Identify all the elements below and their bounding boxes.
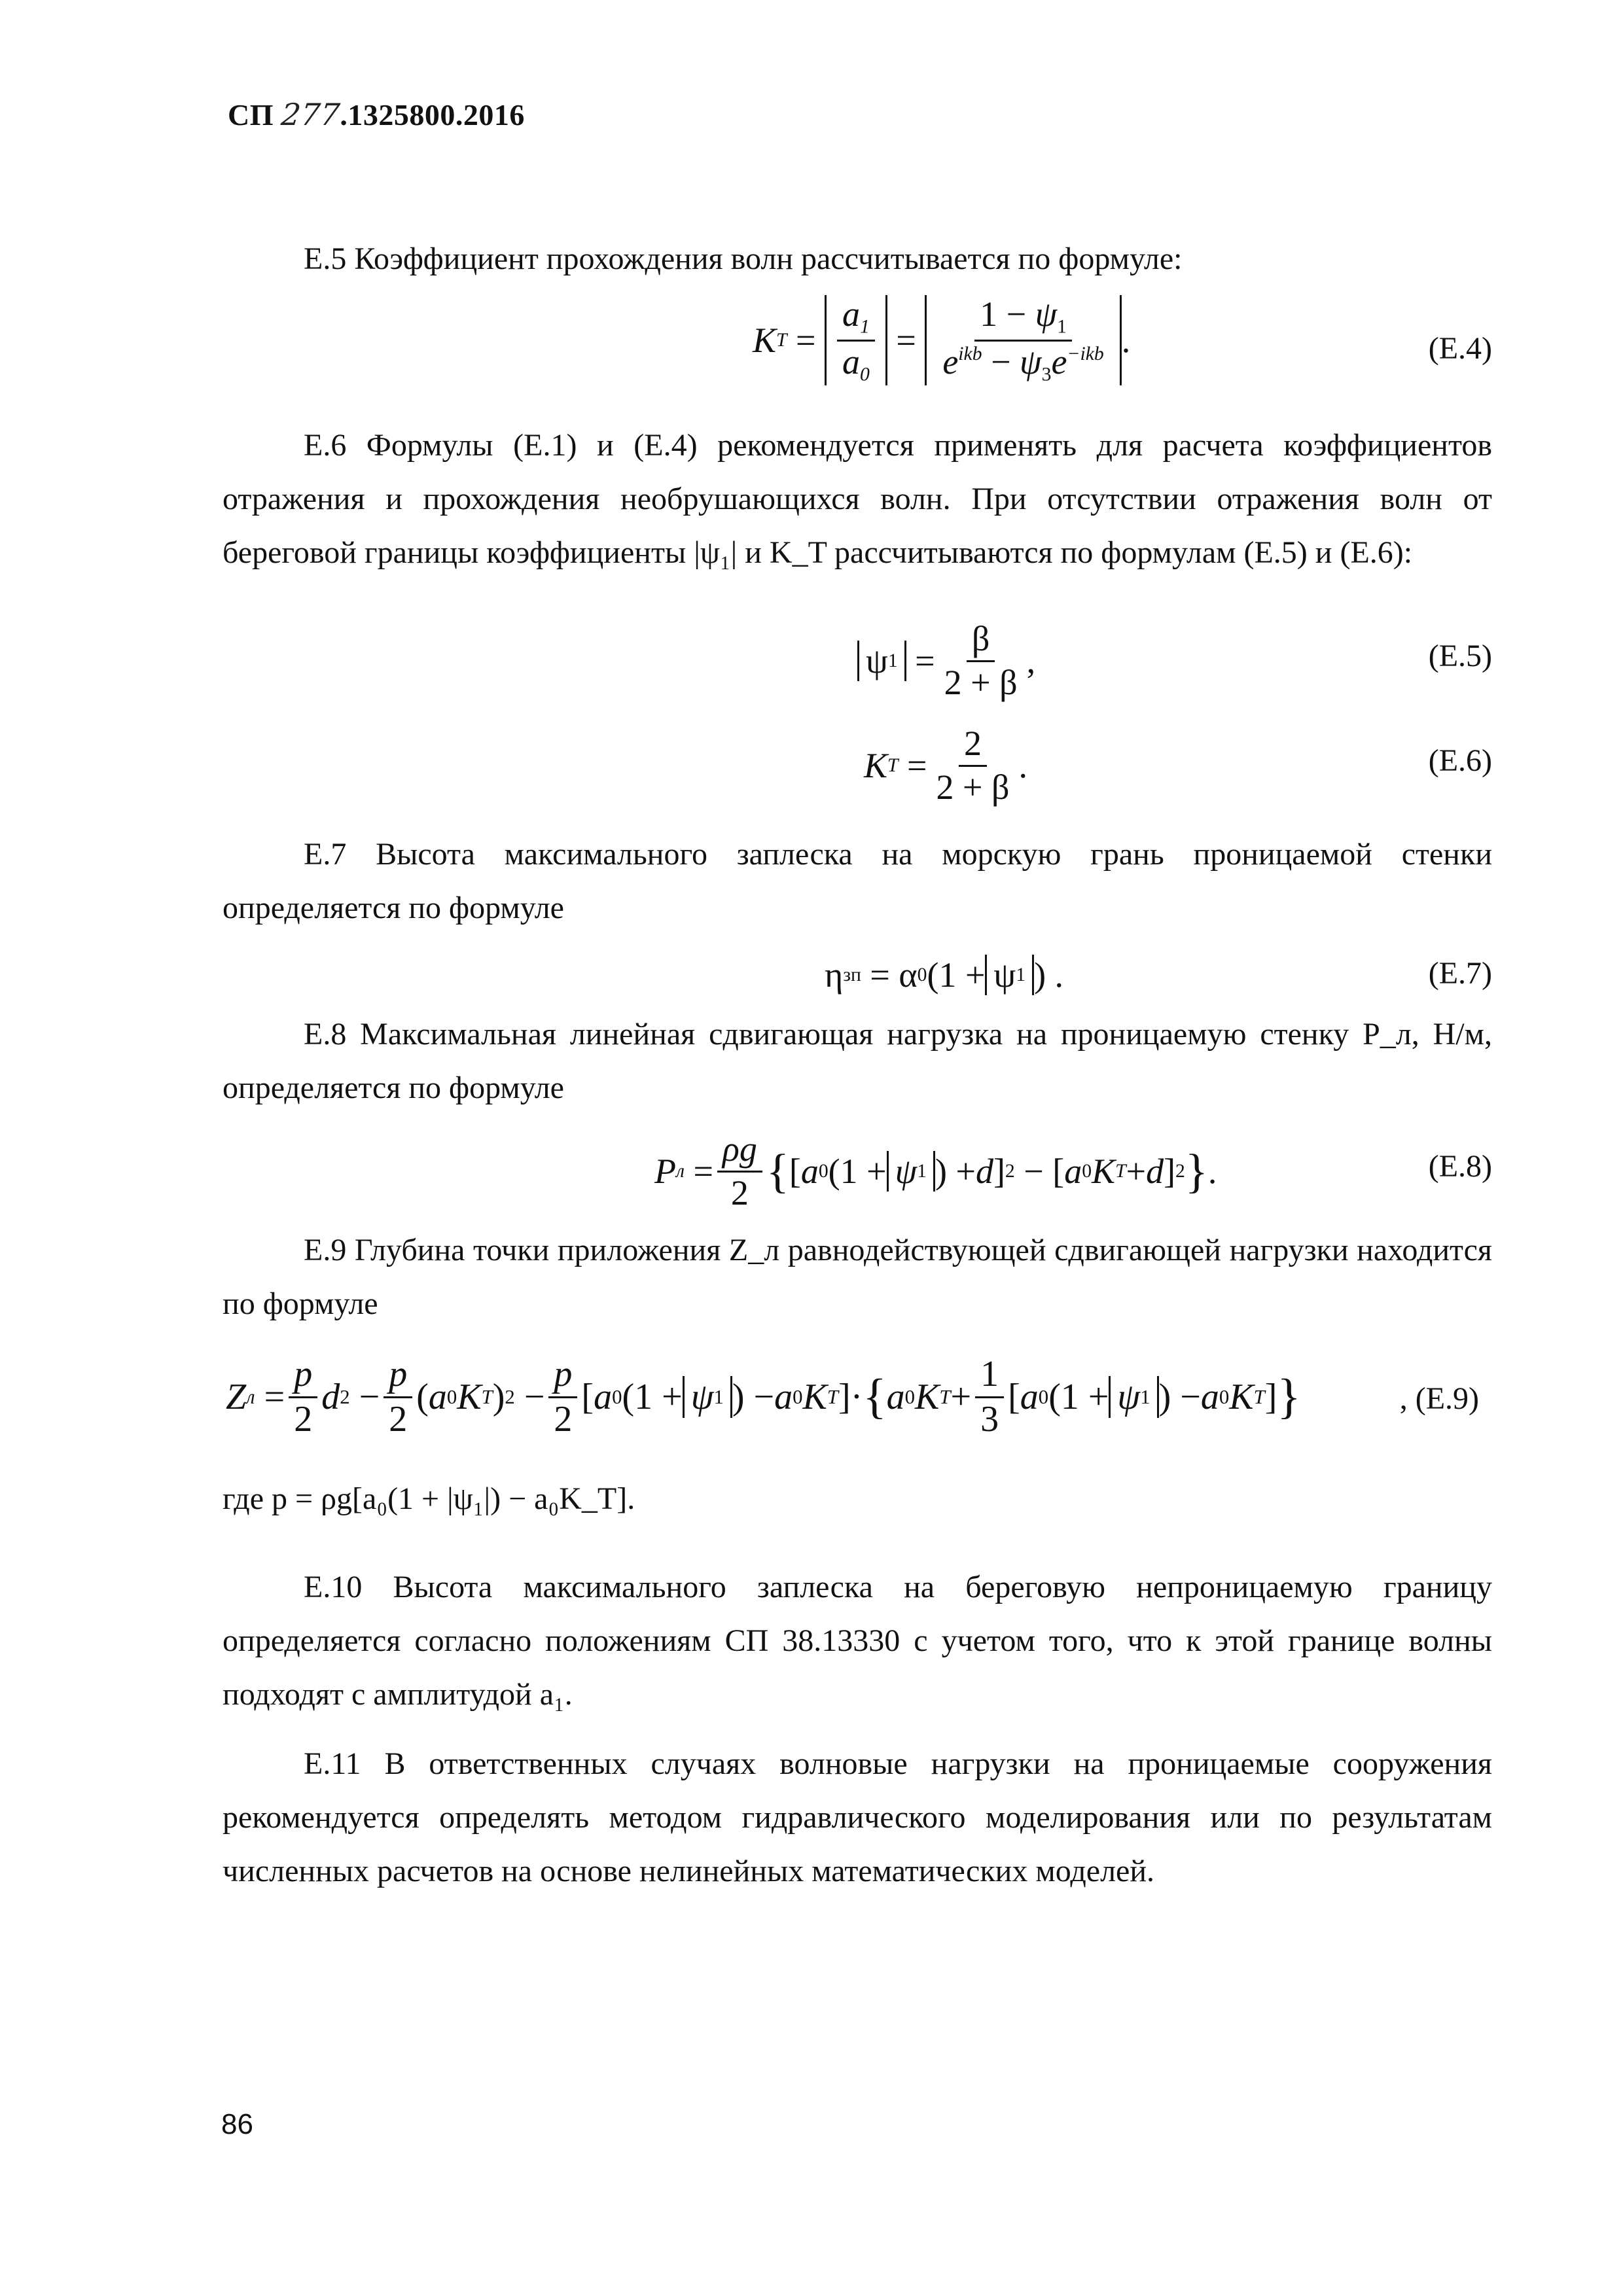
paragraph-e6 [223, 419, 1492, 580]
code-prefix: СП [228, 98, 281, 132]
paragraph-e9-text: Е.9 Глубина точки приложения Z_л равнодействующей сдвигающей нагрузки находится по формуле [223, 1233, 1492, 1321]
paragraph-e6-text: Е.6 Формулы (Е.1) и (Е.4) рекомендуется применять для расчета коэффициентов отражения и прохождения необрушающихся волн. При отсутствии отражения волн от береговой границы коэффициенты |ψ₁| и K_T рассчитываются по формулам (Е.5) и (Е.6): [223, 428, 1492, 570]
paragraph-e8 [223, 1008, 1492, 1115]
paragraph-e10-text: Е.10 Высота максимального заплеска на береговую непроницаемую границу определяется согласно положениям СП 38.13330 с учетом того, что к этой границе волны подходят с амплитудой a₁. [223, 1570, 1492, 1712]
equation-e4: K T = $\frac{a_1}{a_0}$ = $\frac{1 - \psi_1}{e^{ikb} - \psi_3e^{-ikb}}$ . [753, 294, 1131, 385]
page-number: 86 [221, 2108, 253, 2140]
equation-e5: ψ 1 = $\frac{\beta}{2 + \beta}$ , [857, 612, 1035, 710]
equation-number-e8: (Е.8) [1428, 1149, 1492, 1184]
paragraph-e9 [223, 1224, 1492, 1331]
paragraph-e8-text: Е.8 Максимальная линейная сдвигающая нагрузка на проницаемую стенку P_л, Н/м, определяется по формуле [223, 1017, 1492, 1105]
equation-number-e4: (Е.4) [1428, 331, 1492, 366]
equation-e7: η зп = α 0 (1 + ψ 1 ) . [825, 955, 1064, 995]
equation-e9: Z л = $\frac{p}{2}$ d 2 − $\frac{p}{2}$ ( a 0 K T ) 2 − $\frac{p}{2}$ [ a 0 (1 + ψ 1 ) − a 0 K T ]· { a 0 K T + $\frac{1}{3}$ [ a 0 (1 + ψ 1 ) − a 0 K T ] } [226, 1353, 1301, 1439]
where-text: где p = ρg[a₀(1 + |ψ₁|) − a₀K_T]. [223, 1481, 635, 1516]
paragraph-e5-text: Е.5 Коэффициент прохождения волн рассчитывается по формуле: [304, 241, 1183, 276]
paragraph-e7 [223, 828, 1492, 935]
equation-number-e5: (Е.5) [1428, 639, 1492, 673]
paragraph-e7-text: Е.7 Высота максимального заплеска на морскую грань проницаемой стенки определяется по формуле [223, 837, 1492, 925]
paragraph-e5 [223, 232, 1492, 286]
code-suffix: .1325800.2016 [340, 98, 525, 132]
handwritten-number: 277 [279, 97, 342, 132]
document-code [228, 97, 525, 132]
equation-number-e9: , (Е.9) [1399, 1381, 1479, 1416]
paragraph-e11-text: Е.11 В ответственных случаях волновые нагрузки на проницаемые сооружения рекомендуется определять методом гидравлического моделирования или по результатам численных расчетов на основе нелинейных математических моделей. [223, 1746, 1492, 1888]
equation-e6: K T = $\frac{2}{2 + \beta}$ . [864, 724, 1027, 807]
equation-e8: P л = $\frac{\rho g}{2}$ { [ a 0 (1 + ψ 1 ) + d ] 2 − [ a 0 K T + d ] 2 } . [654, 1129, 1217, 1212]
paragraph-e11 [223, 1737, 1492, 1898]
paragraph-where [223, 1472, 1492, 1526]
equation-number-e7: (Е.7) [1428, 956, 1492, 991]
equation-number-e6: (Е.6) [1428, 743, 1492, 778]
paragraph-e10 [223, 1561, 1492, 1722]
